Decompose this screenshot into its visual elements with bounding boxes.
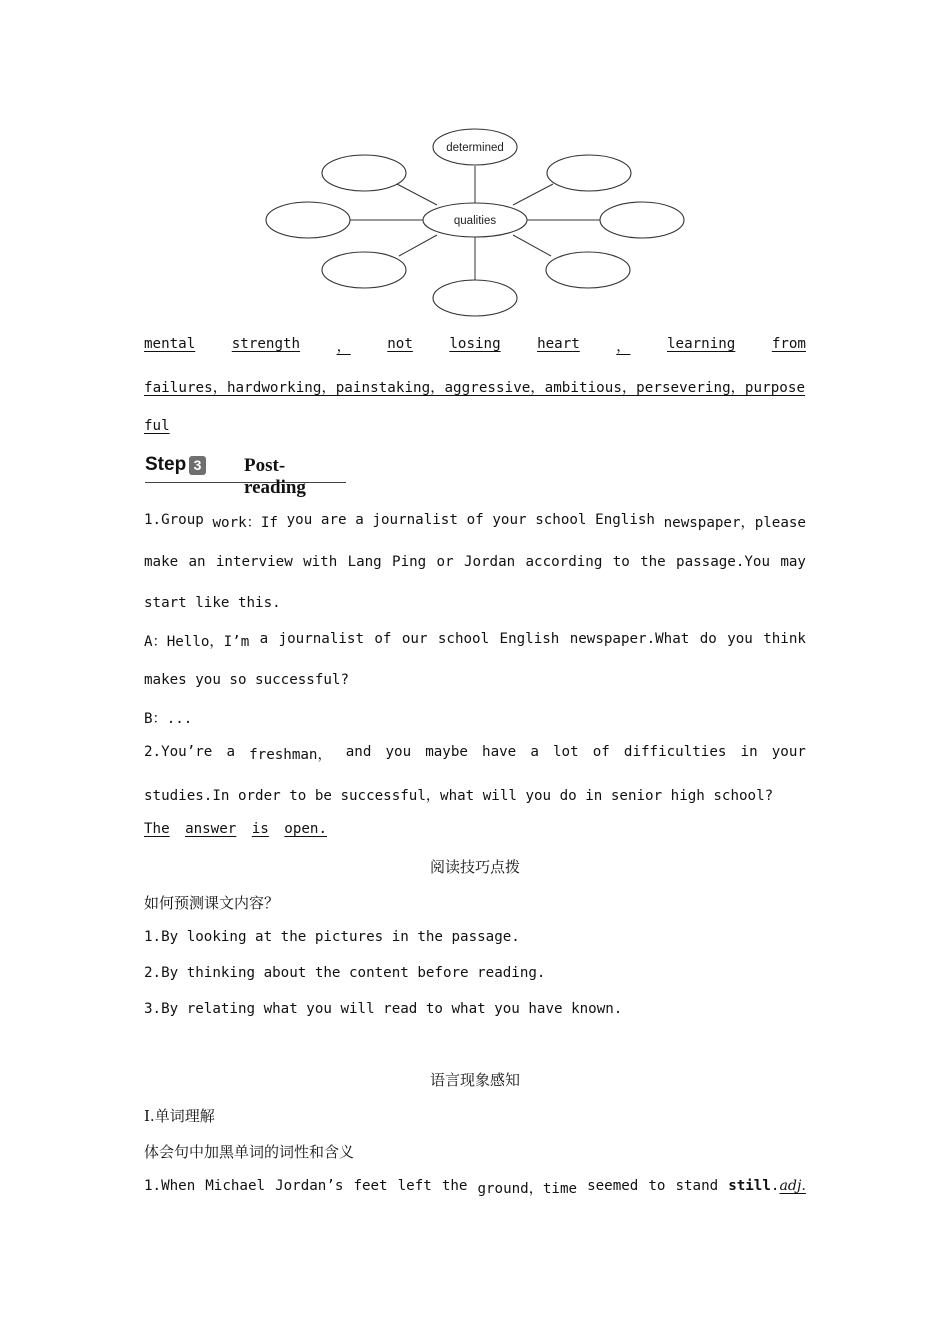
answer-word: learning [666,336,736,352]
task1-word: are [320,512,347,528]
answer-word: ， [616,339,631,355]
dialogue-a-line-1 [144,631,806,651]
task1-word: make [144,554,179,570]
task1-word: Jordan [463,554,516,570]
language-sentence-1 [144,1178,806,1198]
task1-word: according [525,554,603,570]
task2-word: 2.You’re [144,744,213,760]
task1-word: to [612,554,630,570]
task2-word: and [345,744,372,760]
task2-line-1 [144,744,806,764]
sentence-word: ground，time [477,1181,578,1197]
node-bottom [433,280,517,316]
task1-word: school [535,512,587,528]
dialogue-word: a [259,631,269,647]
node-lower-left [322,252,406,288]
sentence-word: 1.When [144,1178,196,1194]
node-upper-left [322,155,406,191]
answer-word: from [771,336,806,352]
task1-word: interview [215,554,293,570]
node-top-label: determined [446,142,504,154]
step-number-badge: 3 [189,456,206,475]
dialogue-word: do [699,631,717,647]
task1-word: the [640,554,666,570]
node-center-label: qualities [453,215,497,227]
answer-word: ， [336,339,351,355]
task1-word: with [303,554,338,570]
task2-word: in [740,744,758,760]
dialogue-a-line-2: makes you so successful? [144,672,349,688]
task2-word: lot [552,744,579,760]
task1-word: your [492,512,527,528]
connector-upper-right [513,184,553,205]
answer-word: heart [537,336,580,352]
node-upper-right [547,155,631,191]
tips-item-1: 1.By looking at the pictures in the passage. [144,929,520,945]
task1-word: of [466,512,484,528]
task2-answer [144,821,327,837]
answer-word: open. [284,821,327,837]
dialogue-word: think [763,631,806,647]
answer-word: strength [231,336,301,352]
language-section-title: Ⅰ.单词理解 [144,1107,215,1125]
language-instruction: 体会句中加黑单词的词性和含义 [144,1143,355,1161]
task1-line-1 [144,512,806,532]
node-lower-right [546,252,630,288]
tips-item-3: 3.By relating what you will read to what you have known. [144,1001,623,1017]
task2-word: a [226,744,235,760]
dialogue-word: English [499,631,560,647]
task2-line-2: studies.In order to be successful，what will you do in senior high school? [144,788,774,804]
task2-word: maybe [425,744,468,760]
task2-word: a [530,744,539,760]
step-title: Post-reading [244,455,306,498]
bold-keyword: still [728,1178,771,1194]
tips-question: 如何预测课文内容？ [144,894,280,912]
task1-line-2 [144,554,806,570]
task1-word: English [595,512,655,528]
dialogue-word: of [374,631,392,647]
answer-word: losing [449,336,501,352]
connector-lower-left [399,235,437,256]
tips-item-2: 2.By thinking about the content before reading. [144,965,546,981]
task1-word: you [286,512,313,528]
step-header [145,454,346,498]
task1-word: an [188,554,206,570]
answer-word: mental [144,336,196,352]
task1-word: Ping [392,554,427,570]
task1-word: work：If [212,515,278,531]
sentence-word: Michael [205,1178,266,1194]
task2-word: difficulties [623,744,727,760]
connector-upper-left [397,184,437,205]
task1-word: may [780,554,806,570]
dialogue-word: our [401,631,428,647]
dialogue-b-line: B：... [144,711,193,727]
task1-word: passage.You [676,554,770,570]
sentence-word: the [441,1178,468,1194]
task2-word: of [592,744,610,760]
task1-word: newspaper，please [663,515,806,531]
task1-word: journalist [372,512,458,528]
tips-heading: 阅读技巧点拨 [429,858,520,876]
step-word: Step [145,454,187,475]
dialogue-word: A：Hello，I’m [144,634,250,650]
node-left [266,202,350,238]
sentence-word: to [648,1178,666,1194]
answer-word: not [387,336,413,352]
task1-word: or [436,554,454,570]
answer-line-2: failures，hardworking，painstaking，aggressive，ambitious，persevering，purpose [144,380,806,396]
sentence-word: seemed [587,1178,639,1194]
sentence-word: Jordan’s [275,1178,344,1194]
dialogue-word: newspaper.What [569,631,690,647]
task1-line-3: start like this. [144,595,281,611]
dialogue-word: journalist [278,631,364,647]
sentence-period: . [770,1178,780,1194]
qualities-mind-map [255,120,695,320]
language-heading: 语言现象感知 [429,1071,520,1089]
connector-lower-right [513,235,551,256]
task1-word: Lang [347,554,382,570]
dialogue-word: school [437,631,490,647]
sentence-word: feet [353,1178,388,1194]
task2-word: freshman， [249,747,332,763]
task2-word: have [482,744,517,760]
dialogue-word: you [727,631,753,647]
answer-word: is [251,821,269,837]
answer-line-3: ful [144,418,170,434]
task2-word: your [771,744,806,760]
part-of-speech-answer: adj. [779,1178,806,1194]
node-right [600,202,684,238]
sentence-word: left [397,1178,432,1194]
task2-word: you [385,744,412,760]
task1-word: a [355,512,364,528]
answer-word: answer [185,821,237,837]
sentence-word: stand [675,1178,719,1194]
sentence-tail [728,1178,806,1198]
answer-word: The [144,821,170,837]
answer-line-1 [144,336,806,356]
task1-word: 1.Group [144,512,204,528]
